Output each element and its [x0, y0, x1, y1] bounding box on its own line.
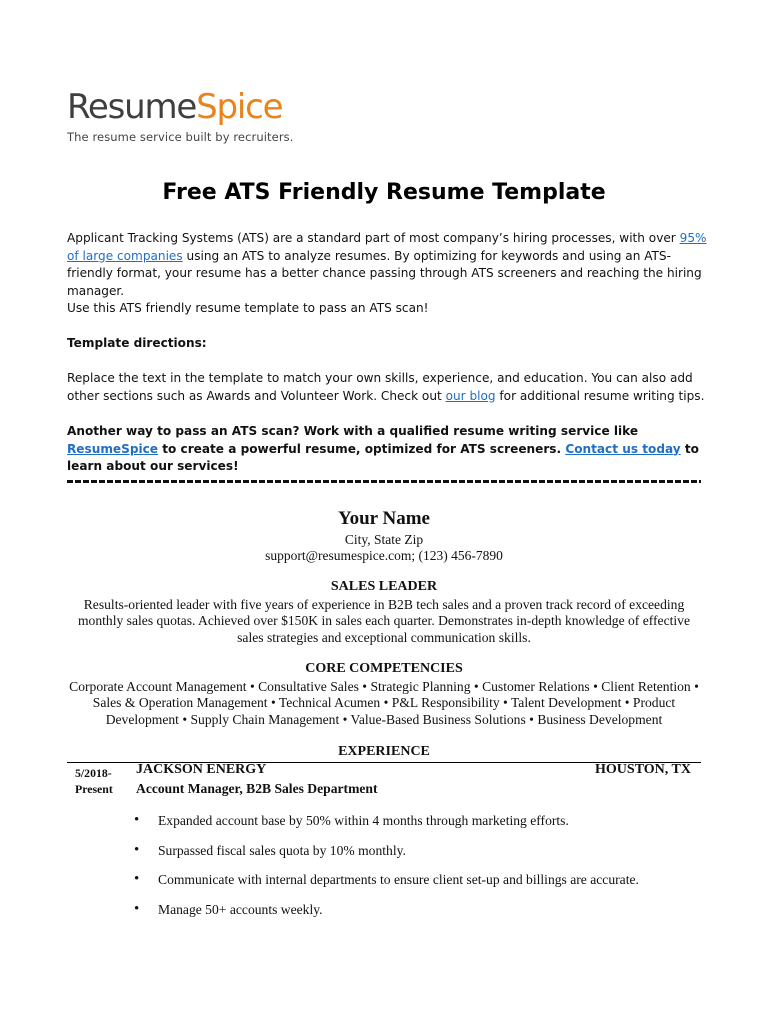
page-title: Free ATS Friendly Resume Template: [162, 180, 606, 205]
bullet-text: Expanded account base by 50% within 4 months through marketing efforts.: [158, 813, 569, 828]
resume-contact-line: support@resumespice.com; (123) 456-7890: [265, 548, 503, 563]
intro-paragraph-service: [67, 423, 707, 476]
template-directions-label: Template directions:: [67, 336, 207, 350]
competencies-text: Corporate Account Management • Consultative Sales • Strategic Planning • Customer Relations • Client Retention • Sales & Operation Management • Technical Acumen • P&L Responsibility • Talent Development • Product Development • Supply Chain Management • Value-Based Business Solutions • Business Development: [69, 679, 699, 727]
bullet-text: Surpassed fiscal sales quota by 10% monthly.: [158, 842, 406, 858]
job-date-start: 5/2018-: [75, 766, 112, 780]
competencies-heading: CORE COMPETENCIES: [305, 661, 463, 676]
intro-p1-after: using an ATS to analyze resumes. By optimizing for keywords and using an ATS-friendly format, your resume has a better chance passing through ATS screeners and reaching the hiring manager.: [67, 248, 702, 298]
bullet-text: Manage 50+ accounts weekly.: [158, 901, 323, 917]
intro-paragraph-pass-scan: [67, 300, 707, 318]
bullet-icon: •: [134, 812, 140, 828]
experience-heading: EXPERIENCE: [338, 744, 430, 759]
job-location: HOUSTON, TX: [595, 762, 691, 777]
bullet-icon: •: [134, 841, 140, 858]
logo-word-resume: Resume: [67, 87, 197, 127]
resume-name: Your Name: [337, 508, 430, 529]
bullet-icon: •: [134, 871, 140, 887]
bullet-icon: •: [134, 900, 140, 917]
logo-word-spice: Spice: [196, 87, 283, 127]
list-item: [134, 871, 639, 901]
dashed-divider: [67, 480, 701, 483]
resume-city: City, State Zip: [344, 532, 424, 547]
intro-p3-after: for additional resume writing tips.: [495, 388, 705, 403]
intro-p4-mid: to create a powerful resume, optimized for ATS screeners.: [158, 441, 566, 456]
intro-paragraph-directions: [67, 370, 707, 405]
summary-text: Results-oriented leader with five years of experience in B2B tech sales and a proven track record of exceeding monthly sales quotas. Achieved over $150K in sales each quarter. Demonstrates in-depth knowledge of effective sales strategies and exceptional communication skills.: [77, 597, 691, 645]
job-company: JACKSON ENERGY: [136, 762, 267, 777]
summary-heading: SALES LEADER: [330, 579, 438, 594]
our-blog-link[interactable]: our blog: [445, 388, 496, 403]
logo-wordmark: [67, 86, 294, 128]
intro-p3-before: Replace the text in the template to match your own skills, experience, and education. You can also add other sections such as Awards and Volunteer Work. Check out: [67, 371, 693, 403]
job-role: Account Manager, B2B Sales Department: [136, 781, 378, 796]
logo-tagline: The resume service built by recruiters.: [67, 130, 294, 144]
list-item: [134, 901, 639, 931]
bullet-text: Communicate with internal departments to ensure client set-up and billings are accurate.: [158, 872, 639, 887]
resumespice-link[interactable]: ResumeSpice: [67, 441, 159, 456]
intro-paragraph-ats: [67, 230, 707, 300]
list-item: [134, 812, 639, 842]
job-bullet-list: [134, 812, 639, 930]
intro-p2: Use this ATS friendly resume template to pass an ATS scan!: [67, 301, 429, 315]
intro-p4-before: Another way to pass an ATS scan? Work with a qualified resume writing service like: [67, 424, 639, 438]
large-companies-link[interactable]: 95% of large companies: [67, 231, 707, 263]
intro-p4-after: to learn about our services!: [67, 441, 699, 473]
intro-p1-before: Applicant Tracking Systems (ATS) are a standard part of most company’s hiring processes, with over: [67, 231, 680, 245]
resumespice-logo[interactable]: [67, 86, 294, 144]
list-item: [134, 842, 639, 872]
contact-us-link[interactable]: Contact us today: [565, 441, 681, 456]
job-dates: [75, 765, 113, 797]
job-date-end: Present: [75, 782, 113, 796]
